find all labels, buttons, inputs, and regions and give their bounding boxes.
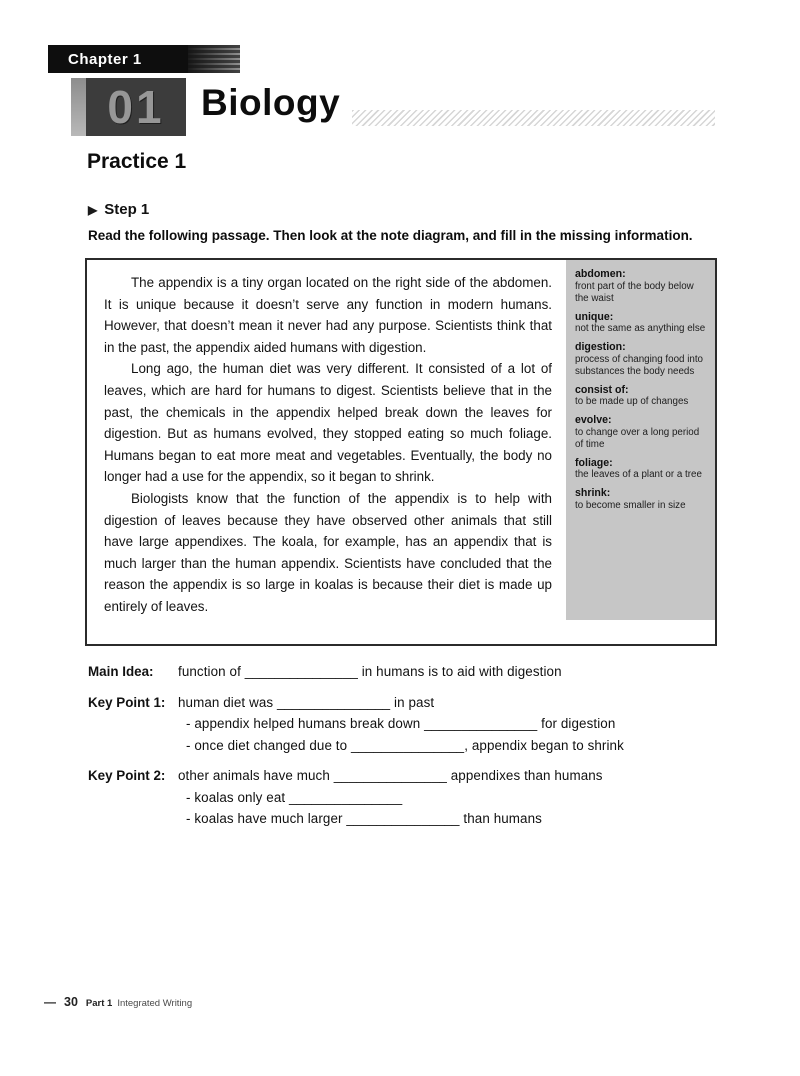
footer-dash: — (44, 995, 56, 1009)
vocab-entry (575, 384, 706, 409)
step-arrow-icon: ▶ (88, 202, 98, 217)
note-label: Key Point 1: (88, 694, 166, 710)
chapter-side-bar (71, 78, 86, 136)
passage-paragraph: Long ago, the human diet was very different. It consisted of a lot of leaves, which are hard for humans to digest. Scientists believe that in the past, the chemicals in the appendix helped break down the leaves for digestion. But as humans evolved, they stopped eating so much foliage. Humans began to eat more meat and vegetables. Eventually, the body no longer had a use for the appendix, so it began to shrink. (104, 361, 552, 485)
title-hatch-texture (352, 110, 715, 126)
chapter-number-box (86, 78, 186, 136)
footer-part-title: Integrated Writing (117, 998, 193, 1009)
note-label (88, 713, 178, 735)
chapter-number: 01 (107, 81, 165, 133)
note-text: - once diet changed due to _______________, appendix began to shrink (186, 737, 624, 753)
vocab-definition: the leaves of a plant or a tree (575, 469, 702, 480)
vocab-term: abdomen: (575, 268, 626, 280)
note-label (88, 787, 178, 809)
vocab-definition: front part of the body below the waist (575, 280, 694, 304)
vocab-entry (575, 414, 706, 451)
note-text: function of _______________ in humans is to aid with digestion (178, 664, 562, 679)
note-label: Key Point 2: (88, 768, 166, 783)
note-label (88, 735, 178, 757)
vocab-term: evolve: (575, 414, 612, 426)
note-row (88, 661, 738, 683)
passage-paragraph: Biologists know that the function of the appendix is to help with digestion of leaves because they have observed other animals that still have large appendixes. The koala, for example, has an appendix that is much larger than the human appendix. Scientists have concluded that the reason the appendix is so large in koalas is because their diet is made up entirely of leaves. (104, 490, 552, 614)
practice-title: Practice 1 (87, 150, 187, 173)
note-text: human diet was _______________ in past (178, 694, 435, 710)
note-row (88, 787, 738, 809)
step-label: Step 1 (104, 201, 150, 218)
vocab-term: digestion: (575, 341, 626, 353)
note-row (88, 713, 738, 735)
vocab-term: unique: (575, 310, 614, 323)
passage-text (87, 260, 566, 644)
step-heading (88, 201, 149, 218)
vocab-term: shrink: (575, 487, 611, 499)
banner-fade-texture (188, 45, 240, 73)
vocab-definition: to change over a long period of time (575, 426, 700, 450)
vocab-definition: to become smaller in size (575, 499, 686, 511)
note-label (88, 808, 178, 830)
vocab-term: consist of: (575, 383, 629, 396)
note-row (88, 765, 738, 787)
passage-box (85, 258, 717, 646)
vocab-entry (575, 268, 706, 305)
vocab-entry (575, 341, 706, 378)
vocab-entry (575, 487, 706, 512)
note-text: - koalas only eat _______________ (186, 789, 403, 805)
footer-page-number: 30 (64, 995, 78, 1009)
note-row (88, 808, 738, 830)
vocab-definition: process of changing food into substances the body needs (575, 353, 703, 377)
note-label: Main Idea: (88, 664, 154, 679)
note-text: - koalas have much larger _______________ than humans (186, 811, 542, 826)
chapter-title: Biology (201, 82, 341, 123)
chapter-banner (48, 45, 188, 73)
instruction-text: Read the following passage. Then look at the note diagram, and fill in the missing information. (88, 228, 693, 243)
note-text: other animals have much _______________ appendixes than humans (178, 768, 603, 783)
vocab-entry (575, 311, 706, 336)
footer-part-label: Part 1 (85, 998, 113, 1009)
vocab-definition: not the same as anything else (575, 323, 706, 334)
chapter-banner-label: Chapter 1 (68, 50, 142, 68)
note-row (88, 735, 738, 757)
vocabulary-panel (566, 260, 715, 620)
note-diagram (88, 661, 738, 830)
note-row (88, 692, 738, 714)
vocab-definition: to be made up of changes (575, 396, 689, 407)
vocab-entry (575, 457, 706, 482)
note-text: - appendix helped humans break down _______________ for digestion (186, 716, 616, 731)
vocab-term: foliage: (575, 456, 613, 469)
passage-paragraph: The appendix is a tiny organ located on the right side of the abdomen. It is unique because it doesn’t serve any function in modern humans. However, that doesn’t mean it never had any purpose. Scientists think that in the past, the appendix aided humans with digestion. (104, 275, 552, 355)
page-footer (44, 995, 192, 1009)
